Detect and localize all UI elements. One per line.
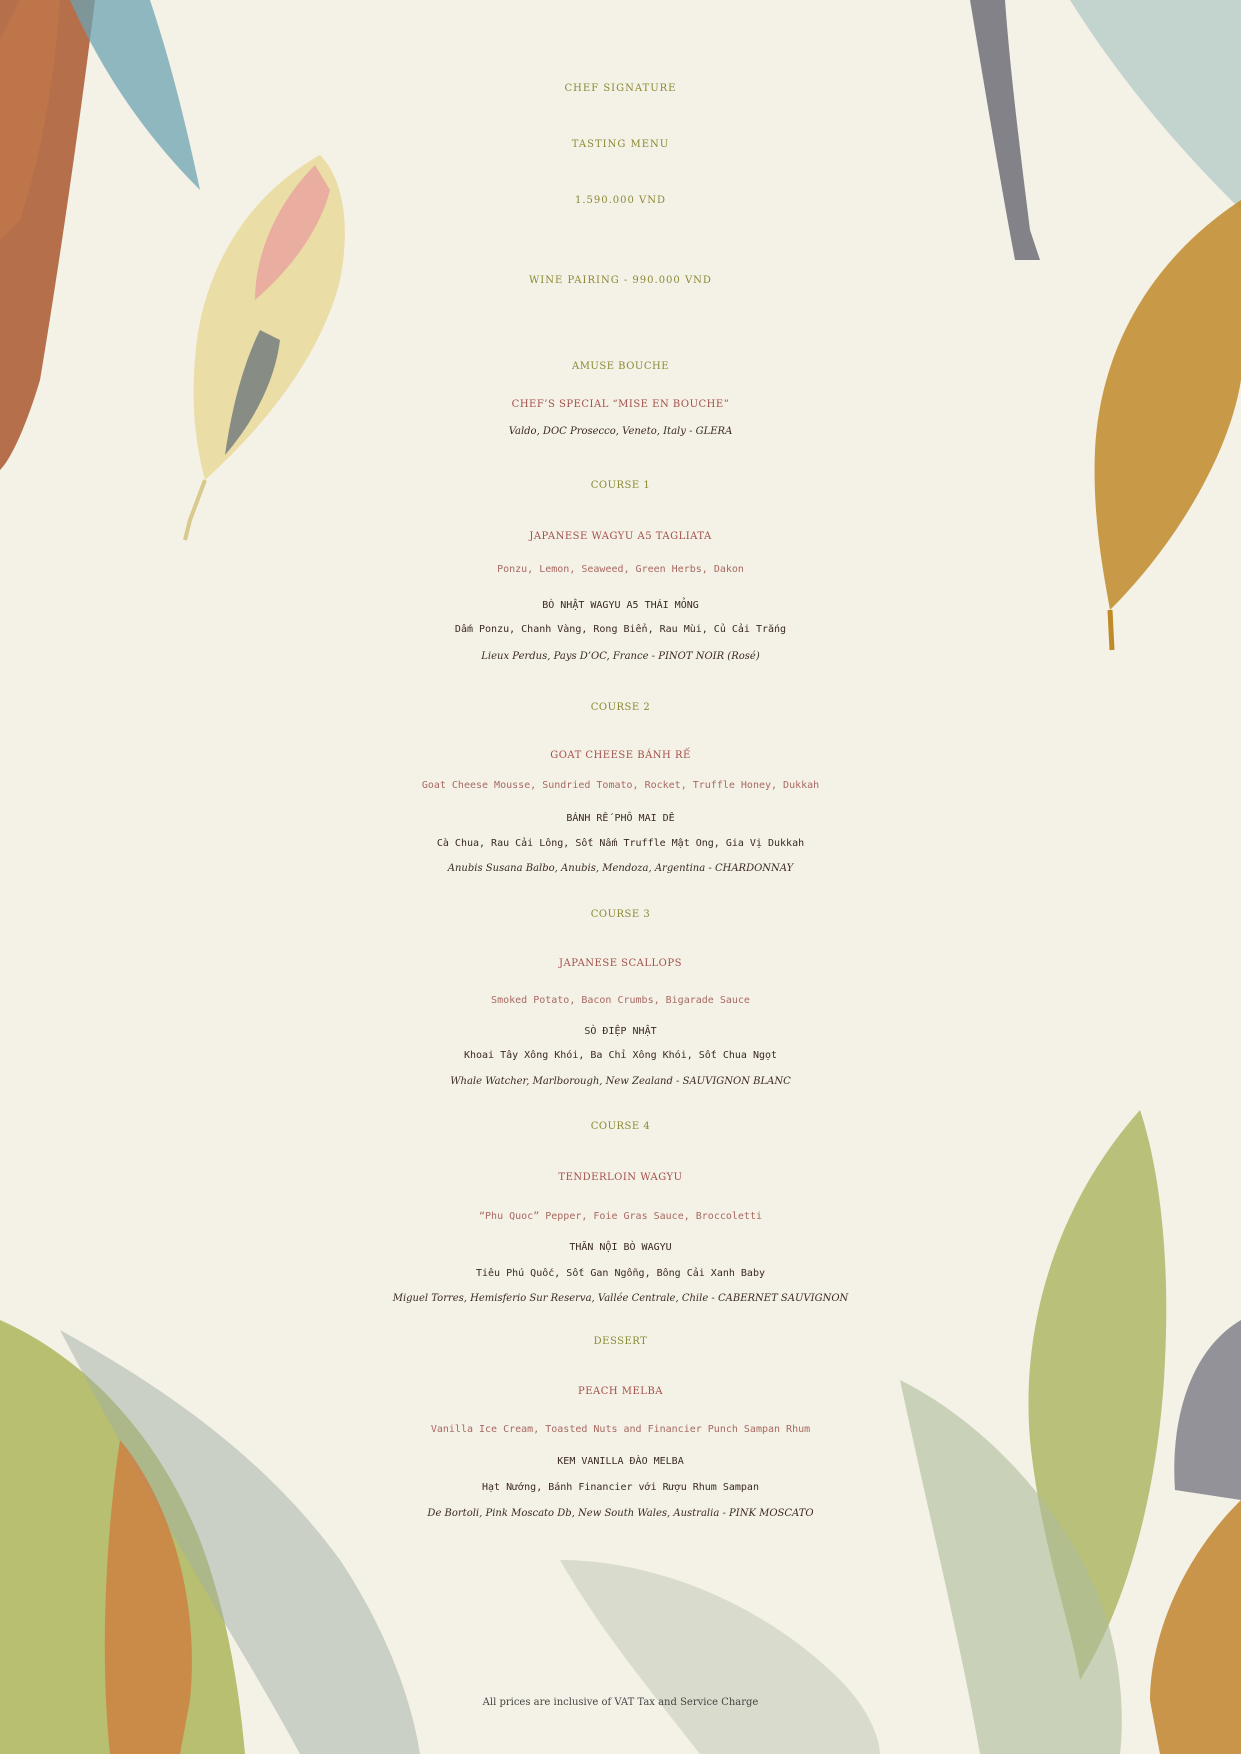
course1-wine: Lieux Perdus, Pays D’OC, France - PINOT NOIR (Rosé) (481, 651, 760, 662)
dessert-desc: Vanilla Ice Cream, Toasted Nuts and Financier Punch Sampan Rhum (430, 1424, 811, 1435)
course2-wine: Anubis Susana Balbo, Anubis, Mendoza, Argentina - CHARDONNAY (447, 863, 794, 874)
course3-heading: COURSE 3 (590, 909, 651, 920)
course2-dish: GOAT CHEESE BÁNH RẾ (550, 750, 691, 761)
course3-dish: JAPANESE SCALLOPS (559, 958, 682, 969)
wine-pairing-price: WINE PAIRING - 990.000 VND (529, 275, 712, 286)
course4-heading: COURSE 4 (590, 1121, 651, 1132)
course2-heading: COURSE 2 (590, 702, 651, 713)
dessert-wine: De Bortoli, Pink Moscato Db, New South Wales, Australia - PINK MOSCATO (427, 1508, 814, 1519)
course4-desc: “Phu Quoc” Pepper, Foie Gras Sauce, Broccoletti (479, 1211, 762, 1222)
dessert-desc-vn: Hạt Nướng, Bánh Financier với Rượu Rhum Sampan (482, 1482, 759, 1493)
dessert-dish: PEACH MELBA (577, 1386, 664, 1397)
course1-heading: COURSE 1 (590, 480, 651, 491)
course1-dish: JAPANESE WAGYU A5 TAGLIATA (529, 531, 712, 542)
course2-desc: Goat Cheese Mousse, Sundried Tomato, Rocket, Truffle Honey, Dukkah (421, 780, 820, 791)
course1-desc: Ponzu, Lemon, Seaweed, Green Herbs, Dakon (497, 564, 744, 575)
course1-dish-vn: BÒ NHẬT WAGYU A5 THÁI MỎNG (542, 600, 699, 611)
course3-desc: Smoked Potato, Bacon Crumbs, Bigarade Sauce (491, 995, 750, 1006)
course2-dish-vn: BÁNH RẾ PHÔ MAI DÊ (566, 813, 675, 824)
course3-wine: Whale Watcher, Marlborough, New Zealand - SAUVIGNON BLANC (450, 1076, 791, 1087)
amuse-heading: AMUSE BOUCHE (571, 361, 670, 372)
course2-desc-vn: Cà Chua, Rau Cải Lông, Sốt Nấm Truffle Mật Ong, Gia Vị Dukkah (436, 838, 805, 849)
course1-desc-vn: Dấm Ponzu, Chanh Vàng, Rong Biển, Rau Mùi, Củ Cải Trắng (454, 624, 787, 635)
course4-wine: Miguel Torres, Hemisferio Sur Reserva, Vallée Centrale, Chile - CABERNET SAUVIGNON (392, 1293, 849, 1304)
course3-desc-vn: Khoai Tây Xông Khói, Ba Chỉ Xông Khói, Sốt Chua Ngọt (463, 1050, 778, 1061)
course4-dish-vn: THĂN NỘI BÒ WAGYU (569, 1242, 672, 1253)
course4-desc-vn: Tiêu Phú Quốc, Sốt Gan Ngỗng, Bông Cải Xanh Baby (476, 1268, 765, 1279)
menu-price: 1.590.000 VND (574, 195, 667, 206)
menu-title-line2: TASTING MENU (571, 139, 670, 150)
menu-title-line1: CHEF SIGNATURE (564, 83, 677, 94)
footer-note: All prices are inclusive of VAT Tax and Service Charge (482, 1697, 759, 1708)
dessert-dish-vn: KEM VANILLA ĐÀO MELBA (557, 1456, 684, 1467)
amuse-wine: Valdo, DOC Prosecco, Veneto, Italy - GLERA (508, 426, 733, 437)
amuse-dish: CHEF’S SPECIAL “MISE EN BOUCHE” (511, 399, 730, 410)
course4-dish: TENDERLOIN WAGYU (558, 1172, 683, 1183)
dessert-heading: DESSERT (593, 1336, 648, 1347)
course3-dish-vn: SÒ ĐIỆP NHẬT (584, 1026, 657, 1037)
